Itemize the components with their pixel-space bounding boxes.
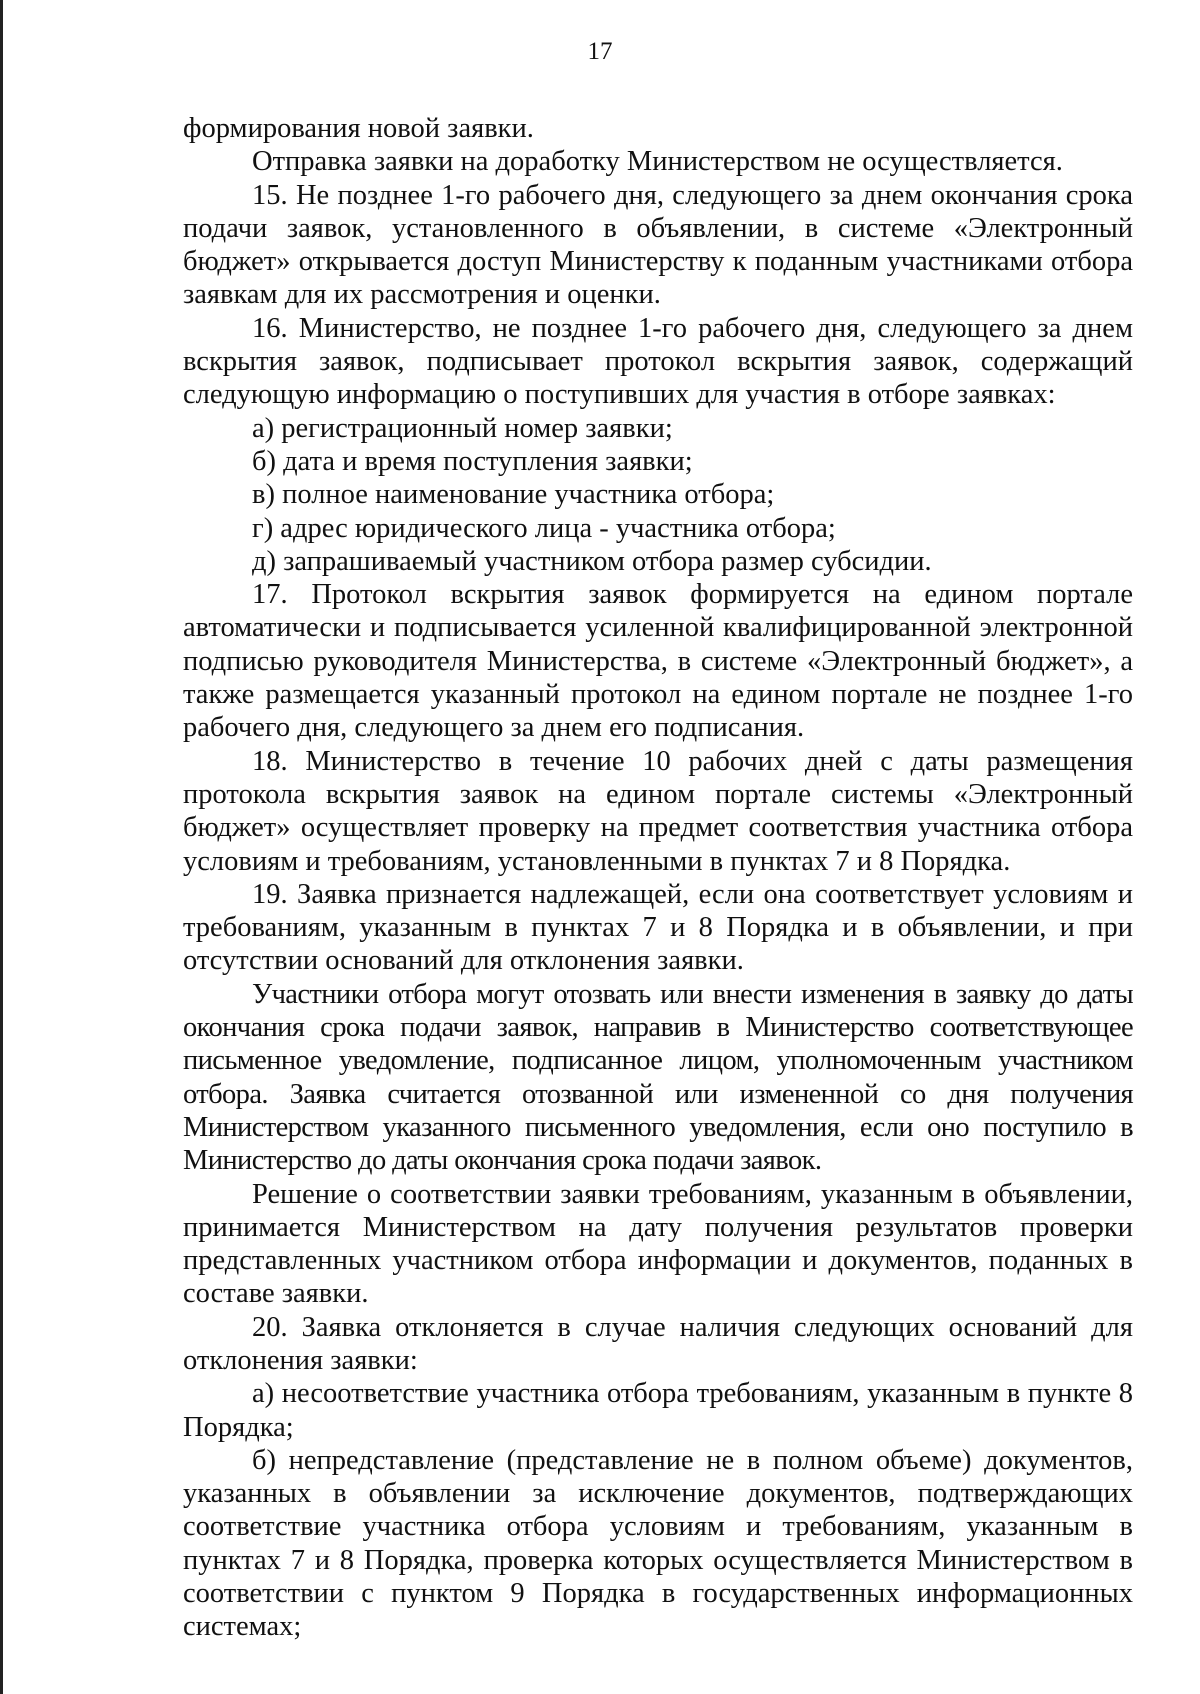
paragraph-item-19: 19. Заявка признается надлежащей, если она соответствует условиям и требованиям, указанным в пунктах 7 и 8 Порядка и в объявлении, и при отсутствии оснований для отклонения заявки. (183, 878, 1133, 977)
list-item: д) запрашиваемый участником отбора размер субсидии. (252, 545, 932, 577)
paragraph-item-18: 18. Министерство в течение 10 рабочих дней с даты размещения протокола вскрытия заявок на едином портале системы «Электронный бюджет» осуществляет проверку на предмет соответствия участника отбора условиям и требованиям, установленными в пунктах 7 и 8 Порядка. (183, 745, 1133, 877)
paragraph-item-16: 16. Министерство, не позднее 1-го рабочего дня, следующего за днем вскрытия заявок, подписывает протокол вскрытия заявок, содержащий следующую информацию о поступивших для участия в отборе заявках: (183, 312, 1133, 411)
page-edge-line (0, 0, 3, 1694)
list-item: а) регистрационный номер заявки; (252, 412, 673, 444)
page-number: 17 (587, 38, 613, 65)
list-item: г) адрес юридического лица - участника отбора; (252, 512, 836, 544)
list-item: б) непредставление (представление не в полном объеме) документов, указанных в объявлении за исключение документов, подтверждающих соответствие участника отбора условиям и требованиям, указанным в пунктах 7 и 8 Порядка, проверка которых осуществляется Министерством в соответствии с пунктом 9 Порядка в государственных информационных системах; (183, 1444, 1133, 1643)
paragraph-item-17: 17. Протокол вскрытия заявок формируется на едином портале автоматически и подписывается усиленной квалифицированной электронной подписью руководителя Министерства, в системе «Электронный бюджет», а также размещается указанный протокол на едином портале не позднее 1-го рабочего дня, следующего за днем его подписания. (183, 579, 1133, 744)
paragraph: Решение о соответствии заявки требованиям, указанным в объявлении, принимается Министерством на дату получения результатов проверки представленных участником отбора информации и документов, поданных в составе заявки. (183, 1178, 1133, 1310)
paragraph: Участники отбора могут отозвать или внести изменения в заявку до даты окончания срока подачи заявок, направив в Министерство соответствующее письменное уведомление, подписанное лицом, уполномоченным участником отбора. Заявка считается отозванной или измененной со дня получения Министерством указанного письменного уведомления, если оно поступило в Министерство до даты окончания срока подачи заявок. (183, 978, 1133, 1177)
list-item: а) несоответствие участника отбора требованиям, указанным в пункте 8 Порядка; (183, 1378, 1133, 1443)
document-body (183, 112, 1133, 1644)
paragraph: Отправка заявки на доработку Министерством не осуществляется. (252, 146, 1063, 178)
paragraph-item-20: 20. Заявка отклоняется в случае наличия следующих оснований для отклонения заявки: (183, 1311, 1133, 1376)
list-item: в) полное наименование участника отбора; (252, 479, 775, 511)
paragraph: формирования новой заявки. (183, 113, 534, 144)
paragraph-item-15: 15. Не позднее 1-го рабочего дня, следующего за днем окончания срока подачи заявок, установленного в объявлении, в системе «Электронный бюджет» открывается доступ Министерству к поданным участниками отбора заявкам для их рассмотрения и оценки. (183, 179, 1133, 311)
list-item: б) дата и время поступления заявки; (252, 445, 693, 477)
